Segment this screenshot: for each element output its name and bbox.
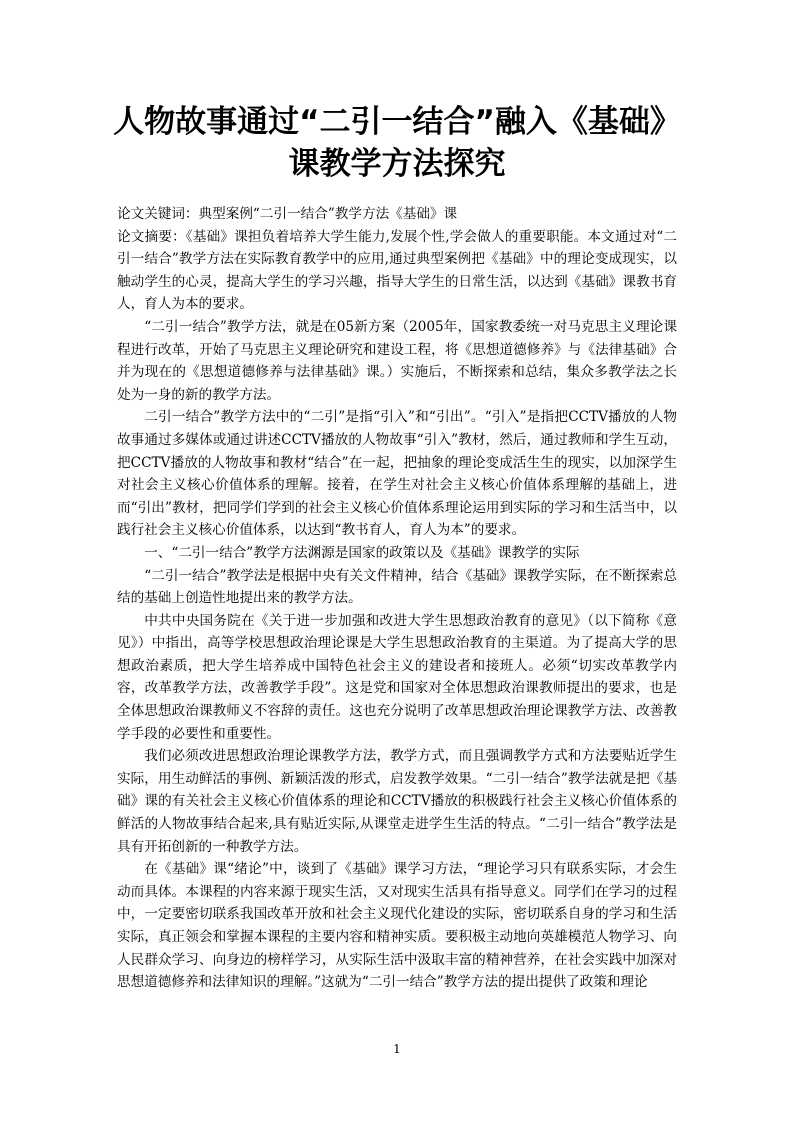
body-paragraph-2: 二引一结合”教学方法中的“二引”是指“引入”和“引出”。“引入”是指把CCTV播放的人物故事通过多媒体或通过讲述CCTV播放的人物故事“引入”教材，然后，通过教师和学生互动，把CCTV播放的人物故事和教材“结合”在一起，把抽象的理论变成活生生的现实，以加深学生对社会主义核心价值体系的理解。接着，在学生对社会主义核心价值体系理解的基础上，进而“引出”教材，把同学们学到的社会主义核心价值体系理论运用到实际的学习和生活当中，以践行社会主义核心价值体系，以达到“教书育人，育人为本”的要求。 xyxy=(117,409,677,539)
document-body xyxy=(117,203,677,994)
document-title-line-1: 人物故事通过“二引一结合”融入《基础》 xyxy=(113,104,681,140)
body-paragraph-4: 中共中央国务院在《关于进一步加强和改进大学生思想政治教育的意见》（以下简称《意见》）中指出，高等学校思想政治理论课是大学生思想政治教育的主渠道。为了提高大学的思想政治素质，把大学生培养成中国特色社会主义的建设者和接班人。必须“切实改革教学内容，改革教学方法，改善教学手段”。这是党和国家对全体思想政治课教师提出的要求，也是全体思想政治课教师义不容辞的责任。这也充分说明了改革思想政治理论课教学方法、改善教学手段的必要性和重要性。 xyxy=(117,612,677,742)
body-paragraph-5: 我们必须改进思想政治理论课教学方法，教学方式，而且强调教学方式和方法要贴近学生实际，用生动鲜活的事例、新颖活泼的形式，启发教学效果。“二引一结合”教学法就是把《基础》课的有关社会主义核心价值体系的理论和CCTV播放的积极践行社会主义核心价值体系的鲜活的人物故事结合起来,具有贴近实际,从课堂走进学生生活的特点。“二引一结合”教学法是具有开拓创新的一种教学方法。 xyxy=(117,748,677,855)
abstract-paragraph: 论文摘要：《基础》课担负着培养大学生能力,发展个性,学会做人的重要职能。本文通过对“二引一结合”教学方法在实际教育教学中的应用,通过典型案例把《基础》中的理论变成现实，以触动学生的心灵，提高大学生的学习兴趣，指导大学生的日常生活，以达到《基础》课教书育人，育人为本的要求。 xyxy=(117,228,677,313)
page-number: 1 xyxy=(393,1042,401,1056)
body-paragraph-6: 在《基础》课“绪论”中，谈到了《基础》课学习方法，“理论学习只有联系实际，才会生动而具体。本课程的内容来源于现实生活，又对现实生活具有指导意义。同学们在学习的过程中，一定要密切联系我国改革开放和社会主义现代化建设的实际，密切联系自身的学习和生活实际，真正领会和掌握本课程的主要内容和精神实质。要积极主动地向英雄模范人物学习、向人民群众学习、向身边的榜样学习，从实际生活中汲取丰富的精神营养，在社会实践中加深对思想道德修养和法律知识的理解。”这就为“二引一结合”教学方法的提出提供了政策和理论 xyxy=(117,861,677,991)
document-title-line-2: 课教学方法探究 xyxy=(288,146,506,182)
body-paragraph-3: “二引一结合”教学法是根据中央有关文件精神，结合《基础》课教学实际，在不断探索总结的基础上创造性地提出来的教学方法。 xyxy=(117,567,677,607)
section-heading-1: 一、“二引一结合”教学方法渊源是国家的政策以及《基础》课教学的实际 xyxy=(144,544,580,561)
keywords-paragraph: 论文关键词：典型案例“二引一结合”教学方法《基础》课 xyxy=(117,206,458,222)
body-paragraph-1: “二引一结合”教学方法，就是在05新方案（2005年，国家教委统一对马克思主义理论课程进行改革，开始了马克思主义理论研究和建设工程，将《思想道德修养》与《法律基础》合并为现在的《思想道德修养与法律基础》课。）实施后，不断探索和总结，集众多教学法之长处为一身的新的教学方法。 xyxy=(117,318,677,403)
